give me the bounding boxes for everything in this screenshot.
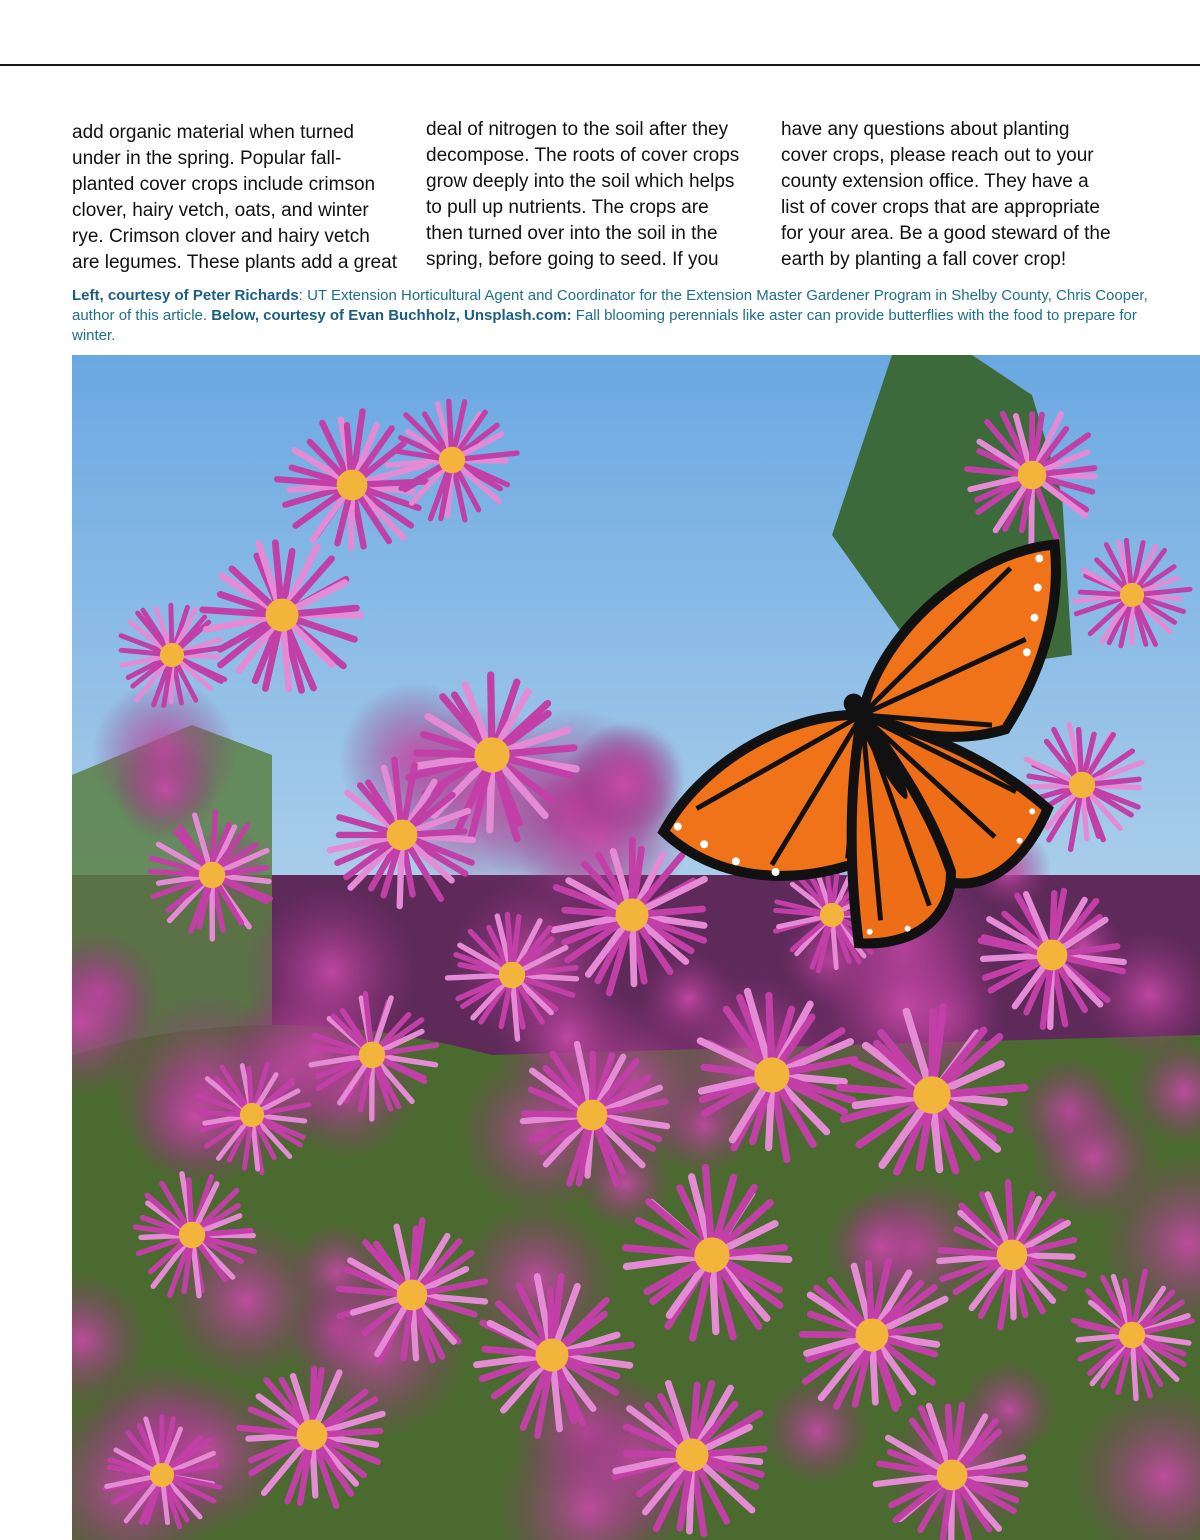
text-line: spring, before going to seed. If you <box>426 249 719 270</box>
caption-credit-below: Below, courtesy of Evan Buchholz, Unsplash.com: <box>211 307 572 324</box>
text-line: then turned over into the soil in the <box>426 223 718 244</box>
text-line: add organic material when turned <box>72 122 355 143</box>
text-line: grow deeply into the soil which helps <box>426 171 735 192</box>
top-rule <box>0 64 1200 66</box>
text-line: for your area. Be a good steward of the <box>781 223 1111 244</box>
text-line: have any questions about planting <box>781 119 1070 140</box>
body-column-2 <box>426 117 746 273</box>
bokeh-blossom <box>114 739 216 841</box>
text-line: rye. Crimson clover and hairy vetch <box>72 226 370 247</box>
photo-caption <box>72 286 1182 346</box>
text-line: are legumes. These plants add a great <box>72 252 397 273</box>
text-line: under in the spring. Popular fall- <box>72 148 342 169</box>
text-line: clover, hairy vetch, oats, and winter <box>72 200 369 221</box>
caption-text-left: : UT Extension Horticultural Agent and Coordinator for the Extension Master Gardener Program in Shelby County, Chris Cooper, author of this article. <box>72 287 1148 324</box>
text-line: to pull up nutrients. The crops are <box>426 197 709 218</box>
text-line: planted cover crops include crimson <box>72 174 376 195</box>
body-column-3 <box>781 117 1111 273</box>
text-line: county extension office. They have a <box>781 171 1089 192</box>
text-line: cover crops, please reach out to your <box>781 145 1094 166</box>
text-line: deal of nitrogen to the soil after they <box>426 119 729 140</box>
butterfly-aster-photo <box>72 355 1200 1540</box>
text-line: decompose. The roots of cover crops <box>426 145 740 166</box>
text-line: earth by planting a fall cover crop! <box>781 249 1067 270</box>
body-column-1 <box>72 120 397 276</box>
caption-text-below: Fall blooming perennials like aster can provide butterflies with the food to prepare for winter. <box>72 307 1137 344</box>
text-line: list of cover crops that are appropriate <box>781 197 1100 218</box>
caption-credit-left: Left, courtesy of Peter Richards <box>72 287 299 304</box>
